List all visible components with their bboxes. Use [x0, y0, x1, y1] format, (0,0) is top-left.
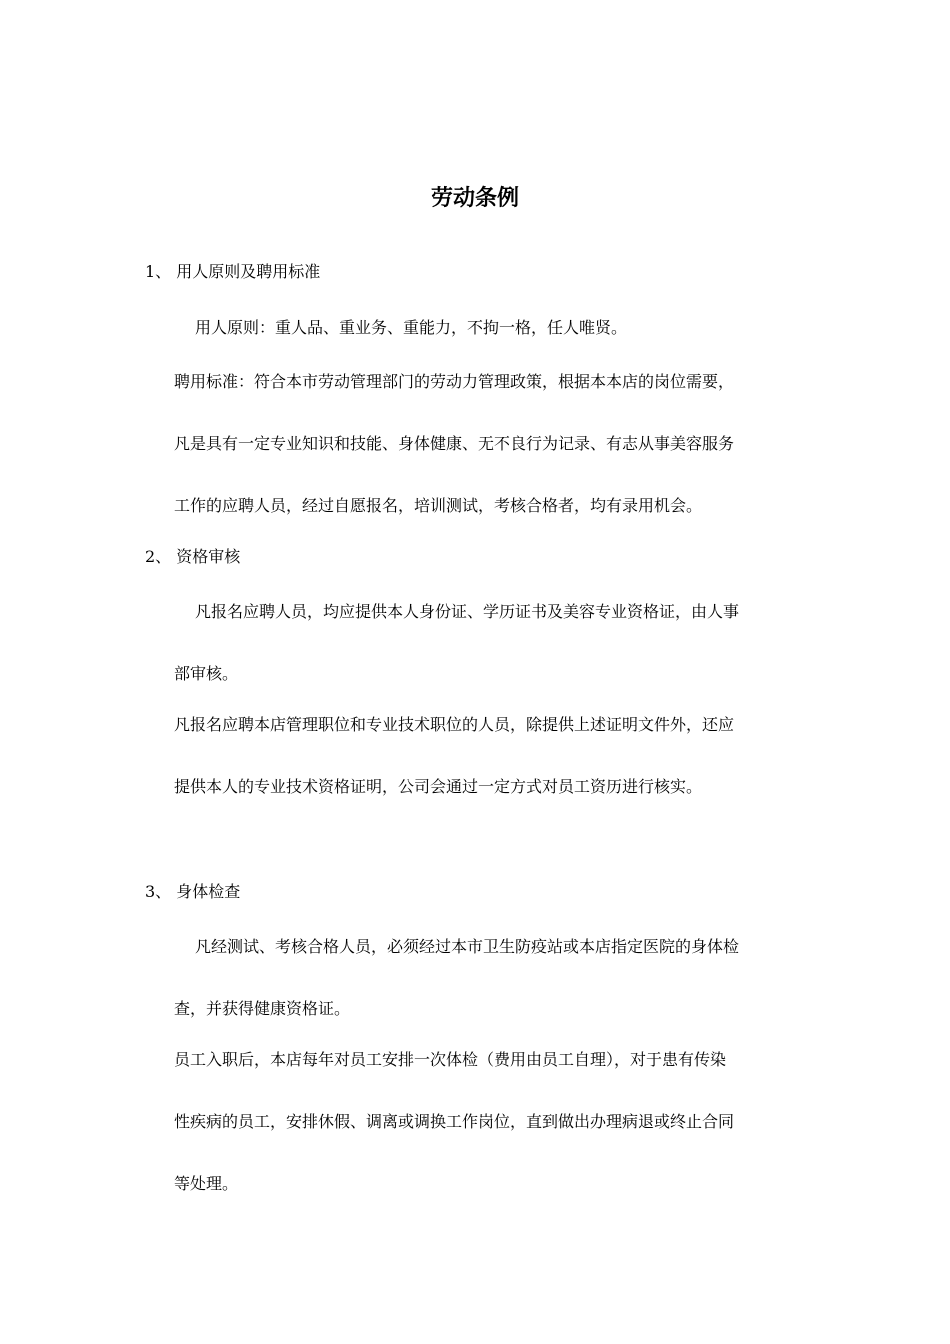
section-2-paragraph-line: 凡报名应聘人员，均应提供本人身份证、学历证书及美容专业资格证，由人事 — [195, 602, 740, 621]
section-3-paragraph-line: 查，并获得健康资格证。 — [174, 999, 351, 1018]
section-2-paragraph-line: 凡报名应聘本店管理职位和专业技术职位的人员，除提供上述证明文件外，还应 — [174, 715, 735, 734]
section-1-heading: 1、 用人原则及聘用标准 — [145, 262, 321, 281]
section-3-paragraph-line: 员工入职后，本店每年对员工安排一次体检（费用由员工自理），对于患有传染 — [174, 1050, 727, 1069]
document-title: 劳动条例 — [430, 186, 519, 211]
section-1-paragraph-line: 用人原则：重人品、重业务、重能力，不拘一格，任人唯贤。 — [195, 318, 628, 337]
section-2-paragraph-line: 部审核。 — [174, 664, 239, 683]
section-3-paragraph-line: 凡经测试、考核合格人员，必须经过本市卫生防疫站或本店指定医院的身体检 — [195, 937, 740, 956]
section-3-paragraph-line: 性疾病的员工，安排休假、调离或调换工作岗位，直到做出办理病退或终止合同 — [174, 1112, 735, 1131]
section-1-paragraph-line: 聘用标准：符合本市劳动管理部门的劳动力管理政策，根据本本店的岗位需要， — [174, 372, 735, 391]
section-2-paragraph-line: 提供本人的专业技术资格证明，公司会通过一定方式对员工资历进行核实。 — [174, 777, 703, 796]
section-3-paragraph-line: 等处理。 — [174, 1174, 239, 1193]
section-2-heading: 2、 资格审核 — [145, 547, 241, 566]
section-3-heading: 3、 身体检查 — [145, 882, 241, 901]
section-1-paragraph-line: 工作的应聘人员，经过自愿报名，培训测试，考核合格者，均有录用机会。 — [174, 496, 703, 515]
section-1-paragraph-line: 凡是具有一定专业知识和技能、身体健康、无不良行为记录、有志从事美容服务 — [174, 434, 735, 453]
